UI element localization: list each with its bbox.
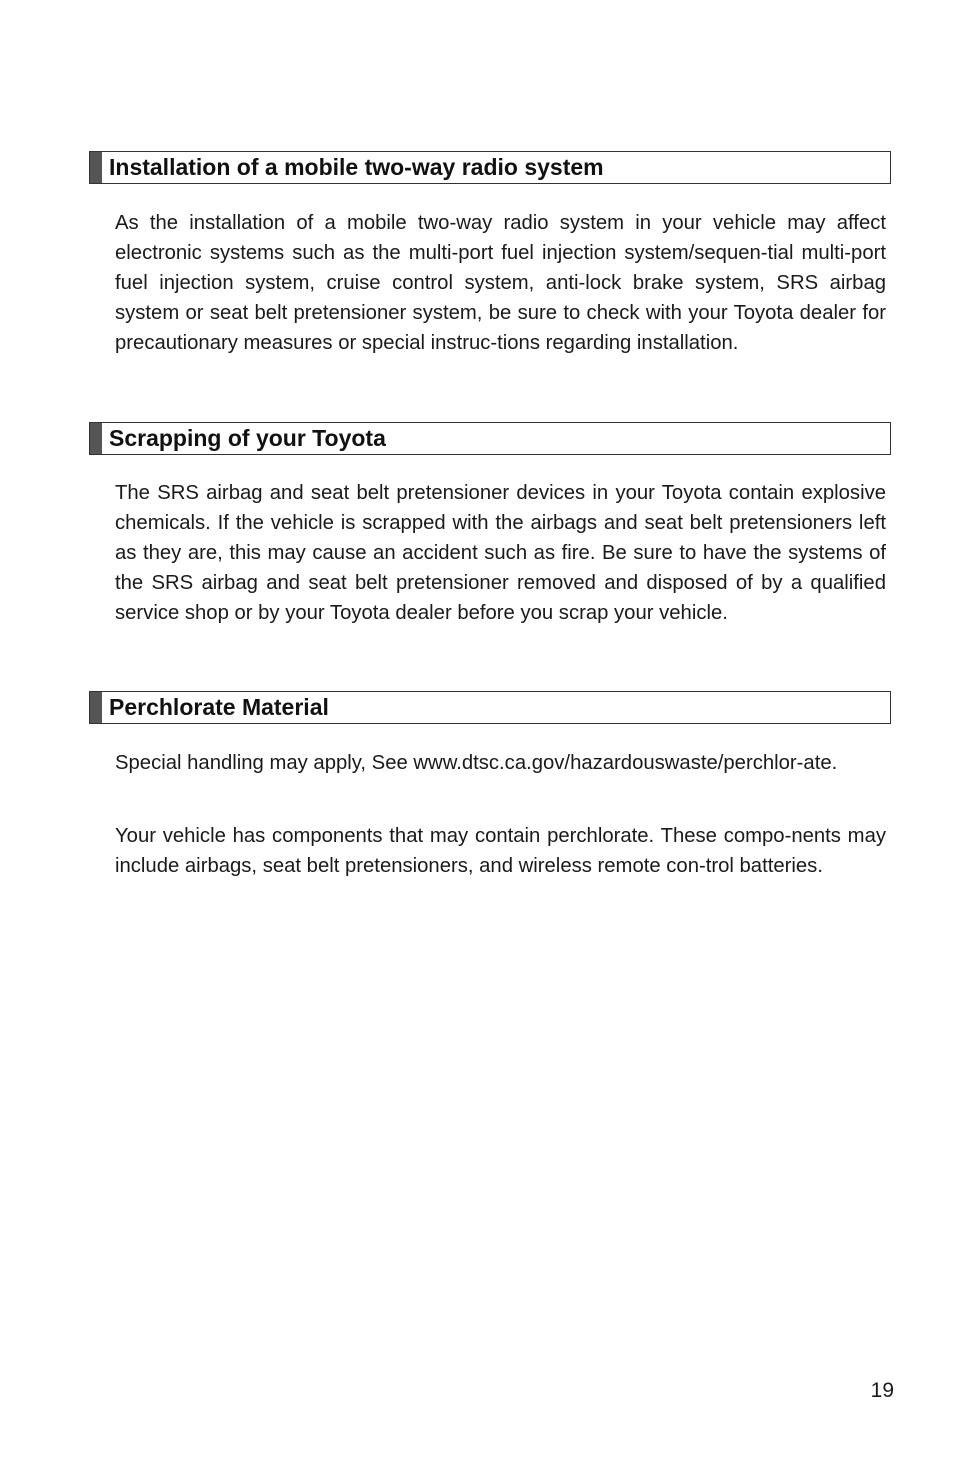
section-header-perchlorate [89,691,891,724]
section-header-radio-installation [89,151,891,184]
section-marker-bar [90,692,102,723]
section-marker-bar [90,152,102,183]
paragraph-scrapping: The SRS airbag and seat belt pretensioner devices in your Toyota contain explosive chemicals. If the vehicle is scrapped with the airbags and seat belt pretensioners left as they are, this may cause an accident such as fire. Be sure to have the systems of the SRS airbag and seat belt pretensioner removed and disposed of by a qualified service shop or by your Toyota dealer before you scrap your vehicle. [115,482,886,625]
paragraph-perchlorate-handling: Special handling may apply, See www.dtsc.ca.gov/hazardouswaste/perchlor-ate. [115,752,838,774]
section-marker-bar [90,423,102,454]
paragraph-perchlorate-components: Your vehicle has components that may contain perchlorate. These compo-nents may include airbags, seat belt pretensioners, and wireless remote con-trol batteries. [115,825,886,878]
page-number: 19 [870,1379,894,1402]
section-title: Scrapping of your Toyota [109,425,386,451]
section-header-scrapping [89,422,891,455]
paragraph-radio-installation: As the installation of a mobile two-way radio system in your vehicle may affect electronic systems such as the multi-port fuel injection system/sequen-tial multi-port fuel injection system, cruise control system, anti-lock brake system, SRS airbag system or seat belt pretensioner system, be sure to check with your Toyota dealer for precautionary measures or special instruc-tions regarding installation. [115,212,886,355]
section-title: Installation of a mobile two-way radio system [109,154,604,180]
section-title: Perchlorate Material [109,694,329,720]
